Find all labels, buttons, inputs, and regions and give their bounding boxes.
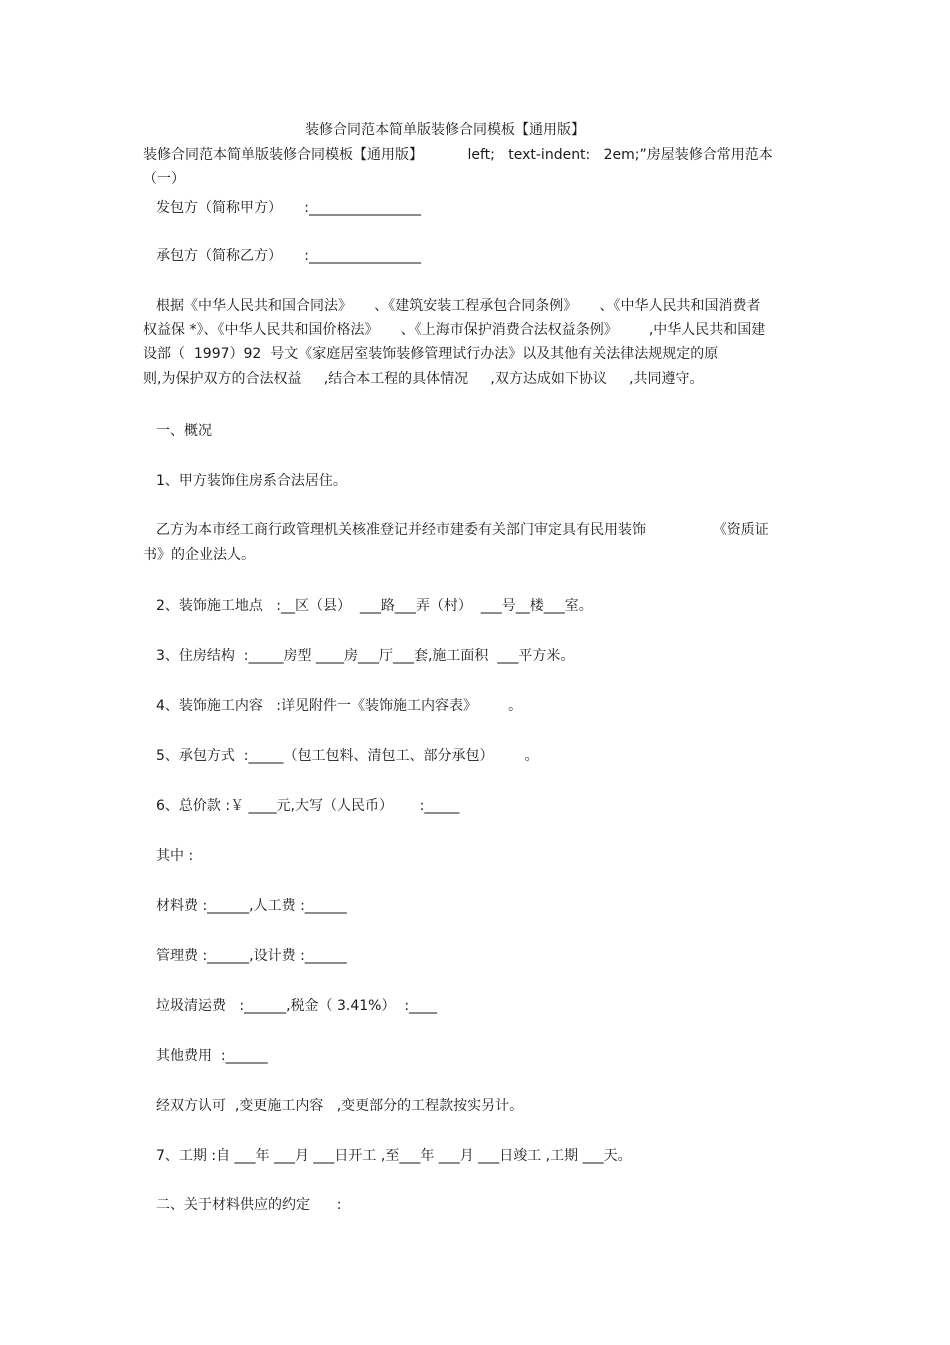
clause-1: 1、甲方装饰住房系合法居住。 (156, 473, 347, 489)
header-line-2: （一） (143, 171, 185, 187)
clause-6: 6、总价款 :￥ ____元,大写（人民币） :_____ (156, 798, 460, 814)
section-heading-2: 二、关于材料供应的约定 : (156, 1197, 342, 1213)
document-title: 装修合同范本简单版装修合同模板【通用版】 (305, 122, 585, 138)
clause-3: 3、住房结构 :_____房型 ____房___厅___套,施工面积 ___平方米。 (156, 648, 575, 664)
party-a-line: 发包方（简称甲方） :________________ (156, 200, 421, 216)
basis-line-1: 根据《中华人民共和国合同法》 、《建筑安装工程承包合同条例》 、《中华人民共和国消费者 (156, 298, 761, 314)
section-heading-1: 一、概况 (156, 423, 212, 439)
change-line: 经双方认可 ,变更施工内容 ,变更部分的工程款按实另计。 (156, 1098, 524, 1114)
fee-line-4: 其他费用 :______ (156, 1048, 268, 1064)
clause-7: 7、工期 :自 ___年 ___月 ___日开工 ,至___年 ___月 ___日竣工 ,工期 ___天。 (156, 1148, 632, 1164)
fee-line-1: 材料费 :______,人工费 :______ (156, 898, 347, 914)
fee-line-3: 垃圾清运费 :______,税金（ 3.41%） :____ (156, 998, 438, 1014)
clause-2: 2、装饰施工地点 :__区（县） ___路___弄（村） ___号__楼___室。 (156, 598, 593, 614)
qualification-line-1: 乙方为本市经工商行政管理机关核准登记并经市建委有关部门审定具有民用装饰 《资质证 (156, 522, 769, 538)
basis-line-4: 则,为保护双方的合法权益 ,结合本工程的具体情况 ,双方达成如下协议 ,共同遵守。 (143, 371, 704, 387)
fee-line-2: 管理费 :______,设计费 :______ (156, 948, 347, 964)
clause-5: 5、承包方式 :_____（包工包料、清包工、部分承包） 。 (156, 748, 539, 764)
basis-line-2: 权益保 *》、《中华人民共和国价格法》 、《上海市保护消费合法权益条例》 ,中华人民共和国建 (143, 322, 766, 338)
party-b-line: 承包方（简称乙方） :________________ (156, 248, 421, 264)
qualification-line-2: 书》的企业法人。 (143, 547, 255, 563)
header-line: 装修合同范本简单版装修合同模板【通用版】 left; text-indent: 2em;”房屋装修合常用范本 (143, 147, 773, 163)
among-label: 其中 : (156, 848, 194, 864)
clause-4: 4、装饰施工内容 :详见附件一《装饰施工内容表》 。 (156, 698, 523, 714)
basis-line-3: 设部（ 1997）92 号文《家庭居室装饰装修管理试行办法》以及其他有关法律法规规定的原 (143, 346, 719, 362)
